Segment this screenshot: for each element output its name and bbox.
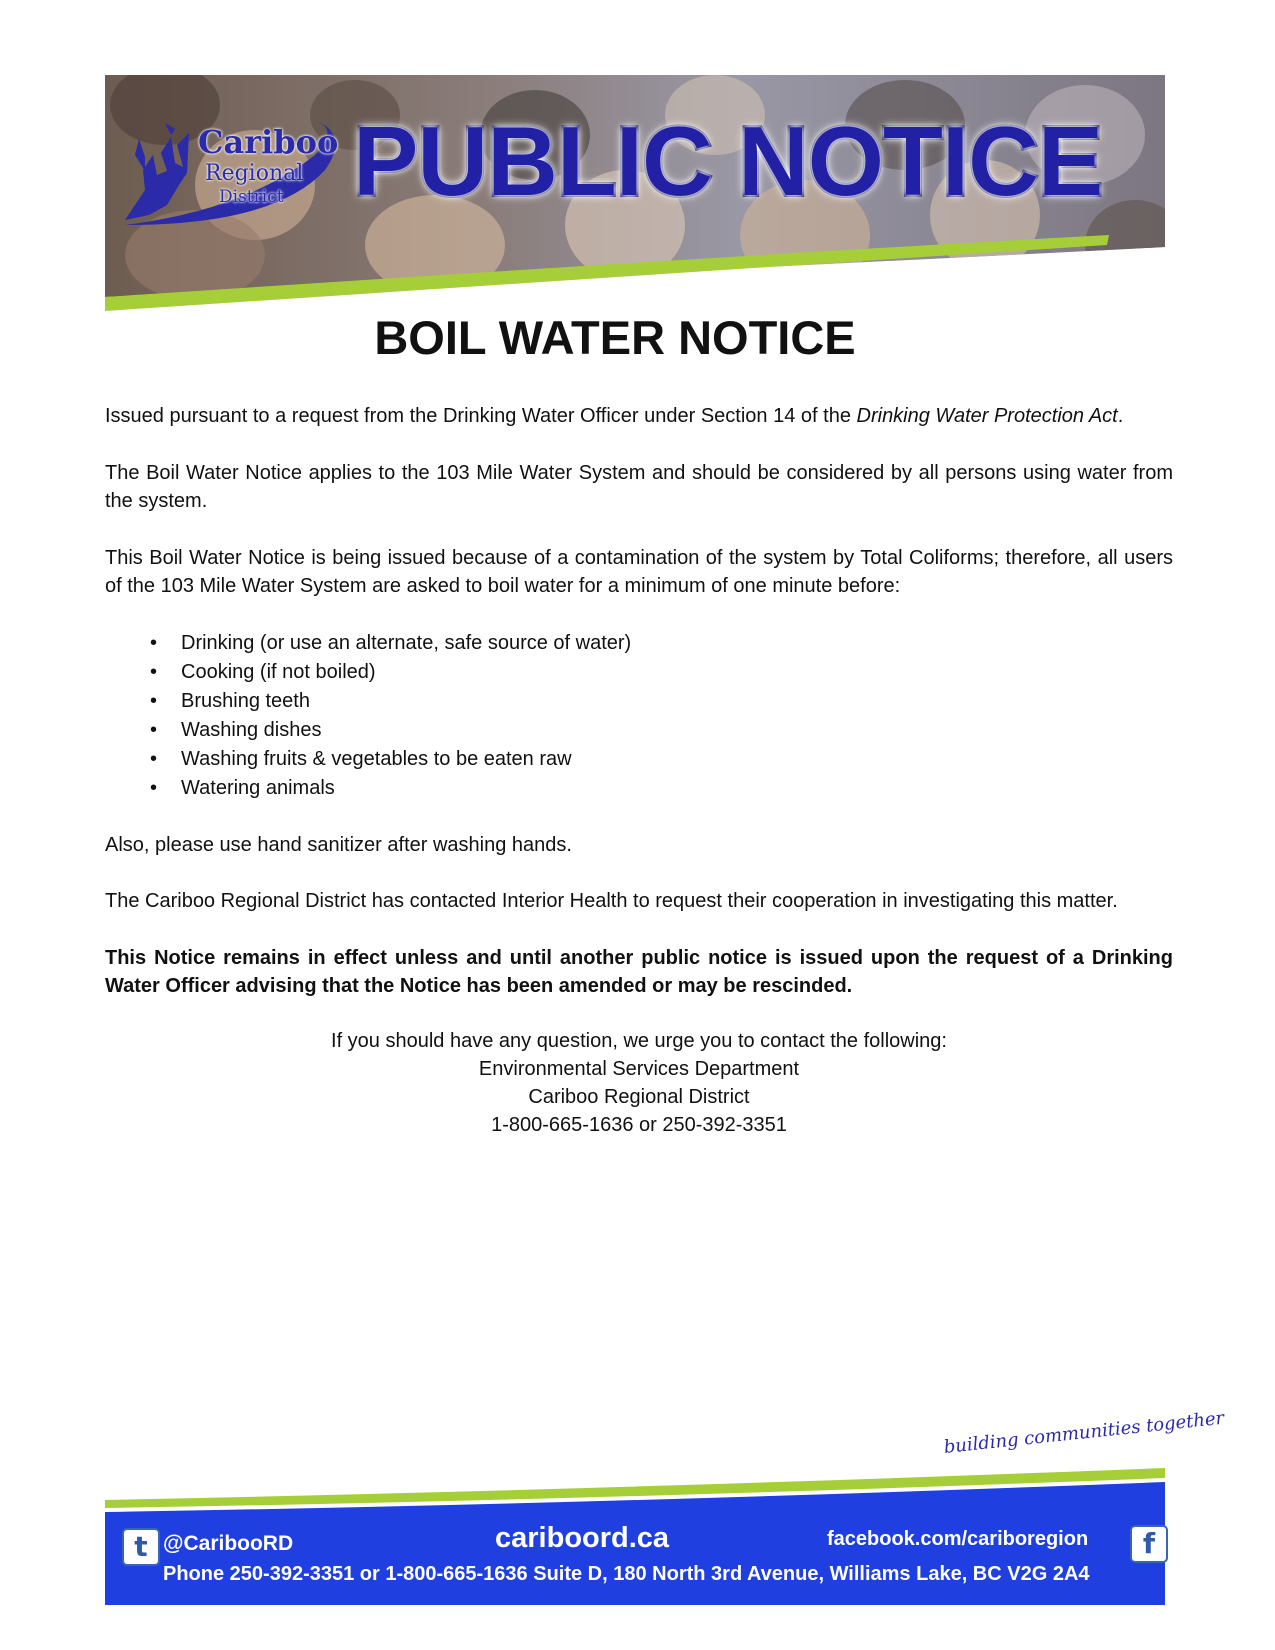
- contacted-paragraph: The Cariboo Regional District has contacted Interior Health to request their cooperation in investigating this matter.: [105, 890, 1118, 912]
- list-item: • Cooking (if not boiled): [105, 658, 1173, 687]
- header-banner: [105, 75, 1165, 340]
- bullet-icon: •: [150, 718, 158, 741]
- effect-paragraph: This Notice remains in effect unless and until another public notice is issued upon the request of a Drinking Water Officer advising that the Notice has been amended or may be rescinded.: [105, 946, 1173, 997]
- website-link[interactable]: cariboord.ca: [495, 1522, 670, 1554]
- applies-paragraph: The Boil Water Notice applies to the 103 Mile Water System and should be considered by all persons using water from the system.: [105, 461, 1173, 512]
- reason-paragraph: This Boil Water Notice is being issued because of a contamination of the system by Total Coliforms; therefore, all users of the 103 Mile Water System are asked to boil water for a minimum of one minute before:: [105, 546, 1173, 597]
- list-item: • Washing dishes: [105, 716, 1173, 745]
- list-item: • Brushing teeth: [105, 687, 1173, 716]
- boil-uses-list: [105, 629, 1173, 803]
- contact-department: Environmental Services Department: [478, 1057, 800, 1080]
- intro-suffix: .: [1117, 405, 1124, 427]
- logo-text-district: District: [219, 187, 284, 207]
- bullet-icon: •: [150, 631, 158, 654]
- footer-address: Phone 250-392-3351 or 1-800-665-1636 Suite D, 180 North 3rd Avenue, Williams Lake, BC V2G 2A4: [163, 1563, 1090, 1585]
- bullet-icon: •: [150, 660, 158, 683]
- facebook-icon[interactable]: f: [1130, 1525, 1168, 1563]
- intro-paragraph: [105, 402, 1173, 431]
- notice-body: [105, 402, 1173, 1139]
- footer-tagline: building communities together: [942, 1407, 1226, 1458]
- contact-lead: If you should have any question, we urge you to contact the following:: [331, 1029, 947, 1052]
- intro-prefix: Issued pursuant to a request from the Drinking Water Officer under Section 14 of the: [105, 405, 857, 427]
- contact-phones: 1-800-665-1636 or 250-392-3351: [491, 1113, 787, 1136]
- act-name: Drinking Water Protection Act: [856, 405, 1118, 427]
- twitter-handle[interactable]: @CaribooRD: [163, 1532, 294, 1555]
- contact-organization: Cariboo Regional District: [528, 1085, 750, 1108]
- contact-block: [105, 1027, 1173, 1139]
- bullet-icon: •: [150, 689, 158, 712]
- sanitizer-paragraph: Also, please use hand sanitizer after washing hands.: [105, 833, 572, 856]
- logo-text-regional: Regional: [205, 161, 304, 186]
- list-item: • Watering animals: [105, 774, 1173, 803]
- bullet-icon: •: [150, 747, 158, 770]
- notice-title: BOIL WATER NOTICE: [374, 311, 856, 364]
- banner-title: PUBLIC NOTICE: [353, 106, 1103, 216]
- footer-bar: [105, 1460, 1165, 1605]
- list-item: • Washing fruits & vegetables to be eaten raw: [105, 745, 1173, 774]
- twitter-icon[interactable]: t: [122, 1528, 160, 1566]
- facebook-link[interactable]: facebook.com/cariboregion: [827, 1528, 1089, 1550]
- bullet-icon: •: [150, 776, 158, 799]
- list-item: • Drinking (or use an alternate, safe source of water): [105, 629, 1173, 658]
- logo-text-cariboo: Cariboo: [198, 123, 339, 161]
